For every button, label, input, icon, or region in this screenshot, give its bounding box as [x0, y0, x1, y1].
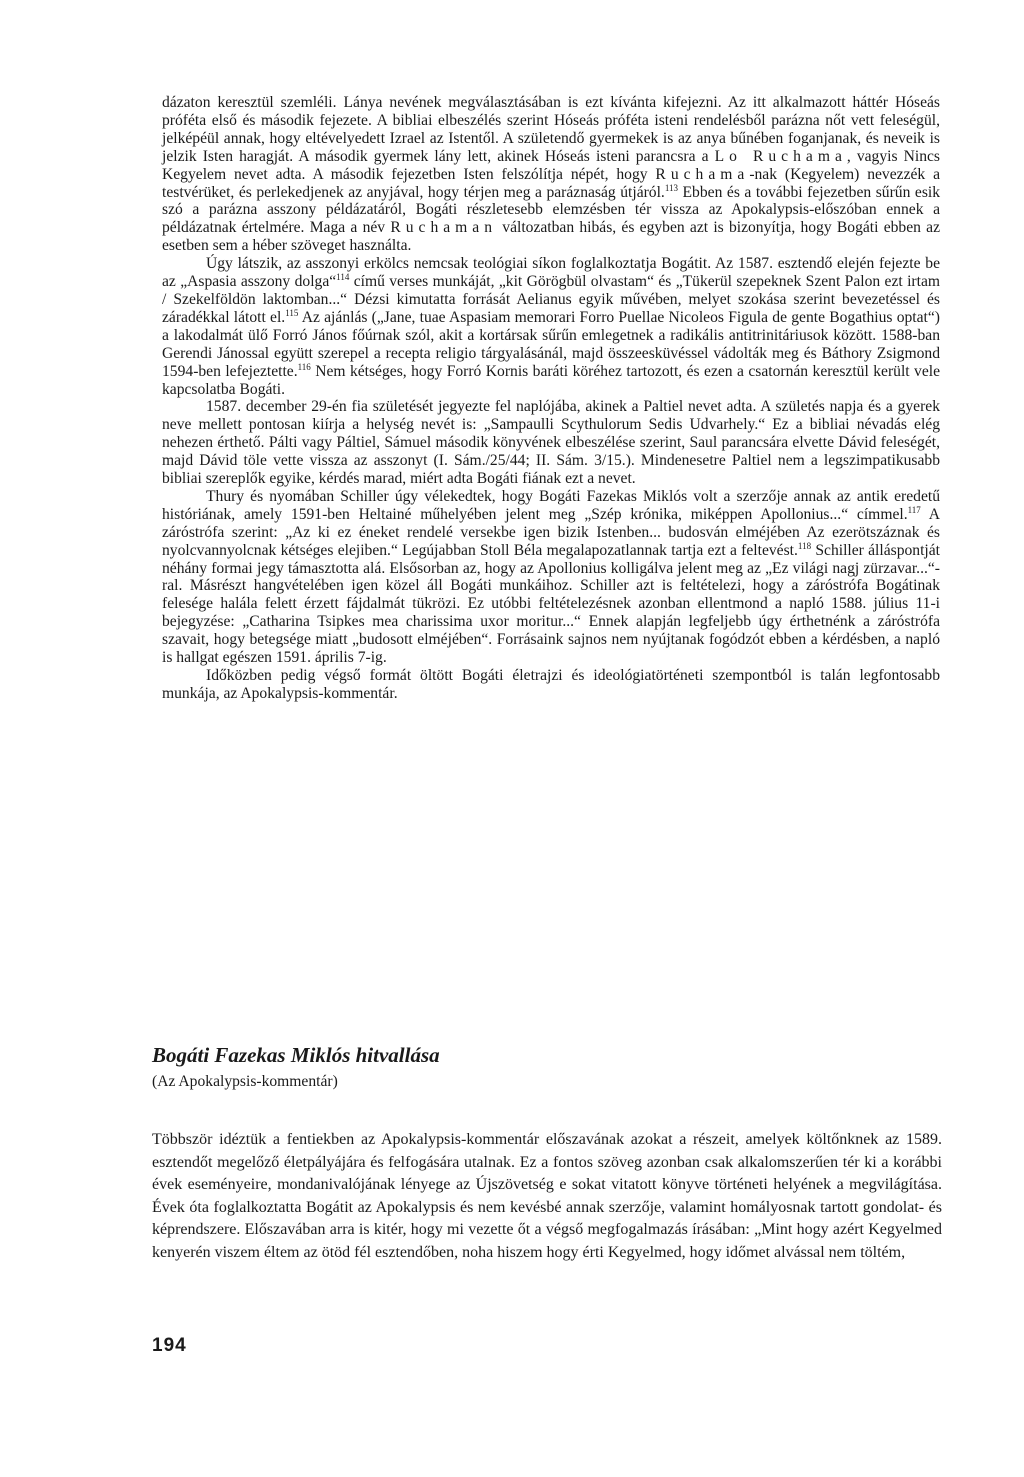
- paragraph-4: Thury és nyomában Schiller úgy vélekedtek, hogy Bogáti Fazekas Miklós volt a szerzője annak az antik eredetű históriának, amely 1591-ben Heltainé műhelyében jelent meg „Szép krónika, miképpen Apollonius...“ címmel.$^{117}$ A záróstrófa szerint: „Az ki ez éneket rendelé versekbe igen bizik Istenben... budosván elméjében Az ezerötszáznak és nyolcvannyolcnak kétséges elejiben.“ Legújabban Stoll Béla megalapozatlannak tartja ezt a feltevést.$^{118}$ Schiller álláspontját néhány formai jegy támasztotta alá. Elsősorban az, hogy az Apollonius kolligálva jelent meg az „Ez világi nagj zürzavar...“-ral. Másrészt hangvételében igen közel áll Bogáti munkáihoz. Schiller azt is feltételezi, hogy a záróstrófa Bogátinak felesége halála felett érzett fájdalmát tükrözi. Ez utóbbi feltételezésnek azonban ellentmond a napló 1588. július 11-i bejegyzése: „Catharina Tsipkes mea charissima uxor moritur...“ Ennek alapján legfeljebb úgy érthetnénk a záróstrófa szavait, hogy betegsége miatt „budosott elméjében“. Forrásaink sajnos nem nyújtanak fogódzót ebben a kérdésben, a napló is hallgat egészen 1591. április 7-ig.: [162, 487, 941, 667]
- main-text-column: [162, 94, 940, 703]
- section: [152, 1042, 942, 1281]
- section-title: Bogáti Fazekas Miklós hitvallása: [152, 1043, 440, 1067]
- footnote-ref: 118: [797, 540, 812, 551]
- section-body: Többször idéztük a fentiekben az Apokalypsis-kommentár előszavának azokat a részeit, amelyek költőnknek az 1589. esztendőt megelőző életpályájára és felfogására utalnak. Ez a fontos szöveg azonban csak alkalomszerűen tér ki a korábbi évek eseményeire, mondanivalójának lényege az Újszövetség e sokat vitatott könyve történeti helyének a megvilágítása. Évek óta foglalkoztatta Bogátit az Apokalypsis és nem kevésbé annak szerzője, valamint homályosnak tartott gondolat- és képrendszere. Előszavában arra is kitér, hogy mi vezette őt a végső megfogalmazás írásában: „Mint hogy azért Kegyelmed kenyerén viszem éltem az ötöd fél esztendőben, noha hiszem hogy érti Kegyelmed, hogy időmet alvással nem töltém,: [152, 1131, 942, 1261]
- paragraph-2: Úgy látszik, az asszonyi erkölcs nemcsak teológiai síkon foglalkoztatja Bogátit. Az 1587. esztendő elején fejezte be az „Aspasia asszony dolga“$^{114}$ című verses munkáját, „kit Görögbül olvastam“ és „Tükerül szepeknek Szent Palon ezt irtam / Szekelföldön laktomban...“ Dézsi kimutatta forrását Aelianus egyik művében, melyet szokása szerint bevezetéssel és záradékkal látott el.$^{115}$ Az ajánlás („Jane, tuae Aspasiam memorari Forro Puellae Nicoleos Figula de gente Bogathius optat“) a lakodalmát ülő Forró János főúrnak szól, akit a kortársak sűrűn emlegetnek a radikális antitrinitáriusok között. 1588-ban Gerendi Jánossal együtt szerepel a recepta religio tárgyalásánál, majd összeesküvéssel vádolták meg és Báthory Zsigmond 1594-ben lefejeztette.$^{116}$ Nem kétséges, hogy Forró Kornis baráti köréhez tartozott, és ezen a csatornán keresztül került vele kapcsolatba Bogáti.: [162, 255, 941, 398]
- paragraph-3: 1587. december 29-én fia születését jegyezte fel naplójába, akinek a Paltiel nevet adta. A születés napja és a gyerek neve mellett pontosan kiírja a helység nevét is: „Sampaulli Scythulorum Sedis Udvarhely.“ Ez a bibliai névadás elég nehezen érthető. Pálti vagy Páltiel, Sámuel második könyvének elbeszélése szerint, Saul parancsára elvette Dávid feleségét, majd Dávid töle vette vissza az asszonyt (I. Sám./25/44; II. Sám. 3/15.). Mindenesetre Paltiel nem a legszimpatikusabb bibliai szereplők egyike, kérdés marad, miért adta Bogáti fiának ezt a nevet.: [162, 398, 940, 488]
- footnote-ref: 113: [664, 182, 679, 193]
- footnote-ref: 116: [297, 361, 311, 372]
- spaced-name: Lo Ruchama: [714, 147, 847, 165]
- spaced-name: Ruchama: [655, 165, 750, 183]
- spaced-name: Ruchaman: [390, 219, 498, 237]
- footnote-ref: 114: [336, 271, 350, 282]
- section-subtitle: (Az Apokalypsis-kommentár): [152, 1073, 338, 1090]
- paragraph-5: Időközben pedig végső formát öltött Bogáti életrajzi és ideológiatörténeti szempontból is talán legfontosabb munkája, az Apokalypsis-kommentár.: [162, 667, 940, 702]
- footnote-ref: 115: [285, 307, 299, 318]
- page-number: 194: [152, 1335, 187, 1356]
- footnote-ref: 117: [907, 504, 921, 515]
- paragraph-1: dázaton keresztül szemléli. Lánya nevének megválasztásában is ezt kívánta kifejezni. Az itt alkalmazott háttér Hóseás próféta első és második fejezete. A bibliai elbeszélés szerint Hóseás próféta isteni rendelésből parázna nőt vett feleségül, jelképéül annak, hogy eltévelyedett Izrael az Istentől. A születendő gyermekek is az anya bűnében foganjanak, és neveik is jelzik Isten haragját. A második gyermek lány lett, akinek Hóseás isteni parancsra a Lo Ruchama, vagyis Nincs Kegyelem nevet adta. A második fejezetben Isten felszólítja népét, hogy Ruchama-nak (Kegyelem) nevezzék a testvérüket, és perlekedjenek az anyjával, hogy térjen meg a paráznaság útjáról.$^{113}$ Ebben és a további fejezetben sűrűn esik szó a parázna asszony példázatáról, Bogáti részletesebb elemzésben tér vissza az Apokalypsis-előszóban ennek a példázatnak értelmére. Maga a név Ruchaman változatban hibás, és egyben azt is bizonyítja, hogy Bogáti ebben az esetben sem a héber szöveget használta.: [162, 94, 941, 255]
